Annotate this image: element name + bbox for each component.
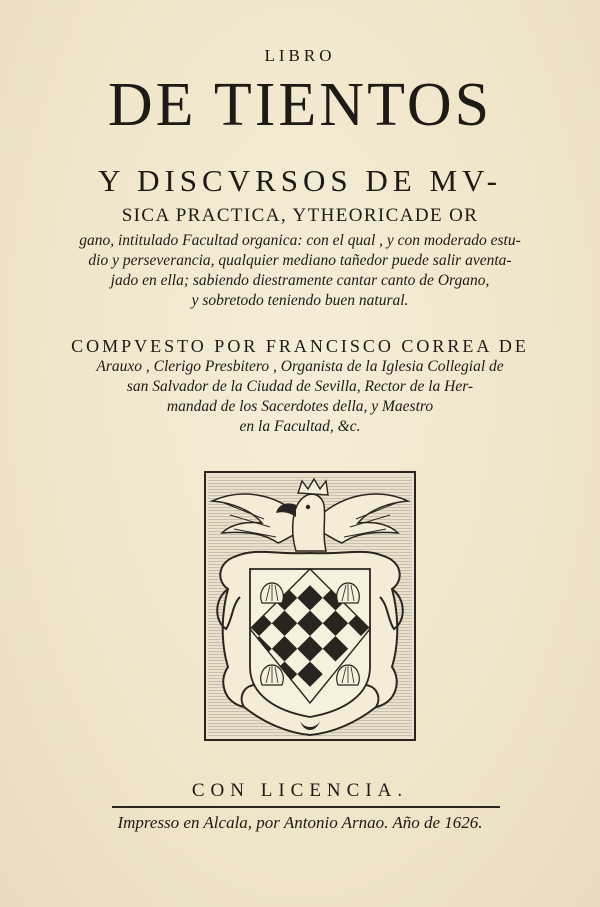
subtitle-line-1: Y DISCVRSOS DE MV- bbox=[98, 163, 502, 198]
book-title: DE TIENTOS bbox=[107, 71, 493, 139]
author-detail-line: Arauxo , Clerigo Presbitero , Organista de la Iglesia Collegial de bbox=[96, 358, 504, 375]
kicker: LIBRO bbox=[264, 46, 336, 65]
description-line: y sobretodo teniendo buen natural. bbox=[191, 292, 409, 309]
coat-of-arms-icon bbox=[204, 471, 416, 741]
author-line: COMPVESTO POR FRANCISCO CORREA DE bbox=[71, 336, 529, 356]
license-line: CON LICENCIA. bbox=[191, 780, 409, 801]
description-line: dio y perseverancia, qualquier mediano tañedor puede salir aventa- bbox=[88, 252, 512, 269]
author-detail-line: mandad de los Sacerdotes della, y Maestro bbox=[166, 398, 434, 415]
author-detail-line: en la Facultad, &c. bbox=[239, 418, 361, 435]
description-line: jado en ella; sabiendo diestramente cantar canto de Organo, bbox=[110, 272, 490, 289]
author-detail-line: san Salvador de la Ciudad de Sevilla, Rector de la Her- bbox=[126, 378, 474, 395]
description-line: gano, intitulado Facultad organica: con el qual , y con moderado estu- bbox=[79, 232, 521, 249]
subtitle-line-2: SICA PRACTICA, YTHEORICADE OR bbox=[121, 205, 479, 226]
imprint-line: Impresso en Alcala, por Antonio Arnao. Año de 1626. bbox=[117, 813, 483, 832]
divider-rule bbox=[112, 806, 500, 808]
